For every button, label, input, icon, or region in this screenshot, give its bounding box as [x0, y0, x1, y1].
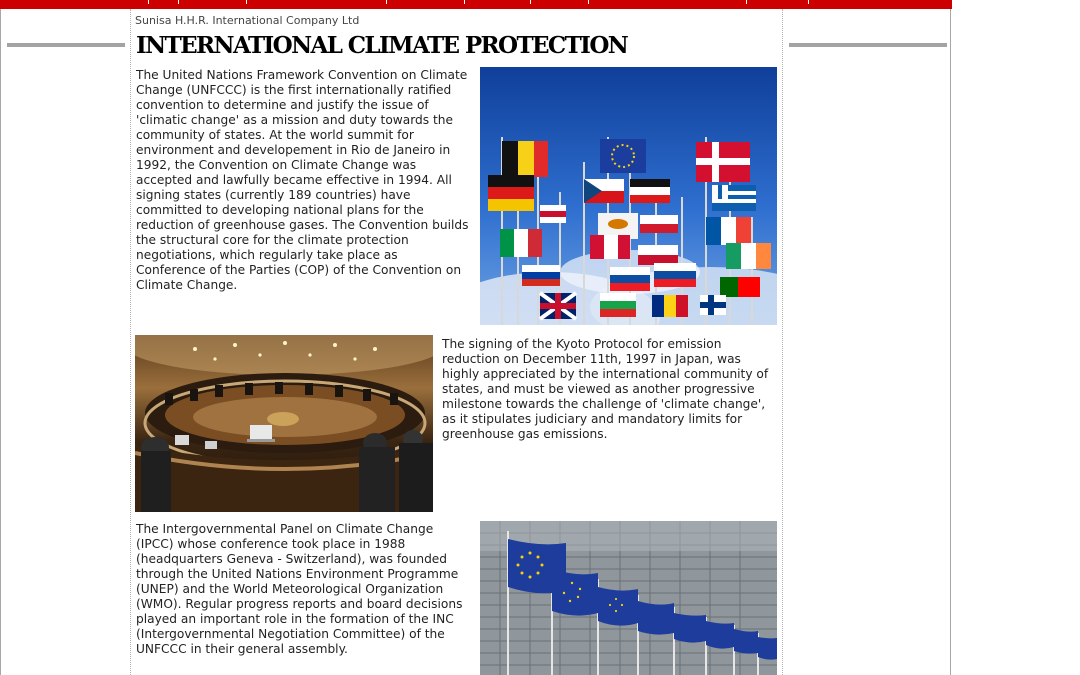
ipcc-paragraph: The Intergovernmental Panel on Climate Change (IPCC) whose conference took place in 1988 (headquarters Geneva - Switzerland), was founded through the United Nations Environment Programme (UNEP) and the World Meteorological Organization (WMO). Regular progress reports and board decisions played an important role in the formation of the INC (Intergovernmental Negotiation Committee) of the UNFCCC in their general assembly.	[136, 522, 463, 656]
kyoto-paragraph: The signing of the Kyoto Protocol for emission reduction on December 11th, 1997 in Japan, was highly appreciated by the international community of states, and must be viewed as another progressive milestone towards the challenge of 'climate change', as it stipulates judiciary and mandatory limits for greenhouse gas emissions.	[442, 337, 769, 441]
conference-hall-photo	[135, 335, 433, 512]
left-divider-rule	[7, 43, 125, 47]
company-name: Sunisa H.H.R. International Company Ltd	[135, 14, 360, 27]
page-title: INTERNATIONAL CLIMATE PROTECTION	[136, 32, 628, 59]
top-red-bar	[0, 0, 952, 9]
flags-of-nations-photo	[480, 67, 777, 325]
unfccc-paragraph: The United Nations Framework Convention on Climate Change (UNFCCC) is the first internationally ratified convention to determine and justify the issue of 'climatic change' as a mission and duty towards the community of states. At the world summit for environment and developement in Rio de Janeiro in 1992, the Convention on Climate Change was accepted and lawfully became effective in 1994. All signing states (currently 189 countries) have committed to developing national plans for the reduction of greenhouse gases. The Convention builds the structural core for the climate protection negotiations, which regularly take place as Conference of the Parties (COP) of the Convention on Climate Change.	[136, 68, 469, 292]
eu-flags-building-photo	[480, 521, 777, 675]
right-divider-rule	[789, 43, 947, 47]
